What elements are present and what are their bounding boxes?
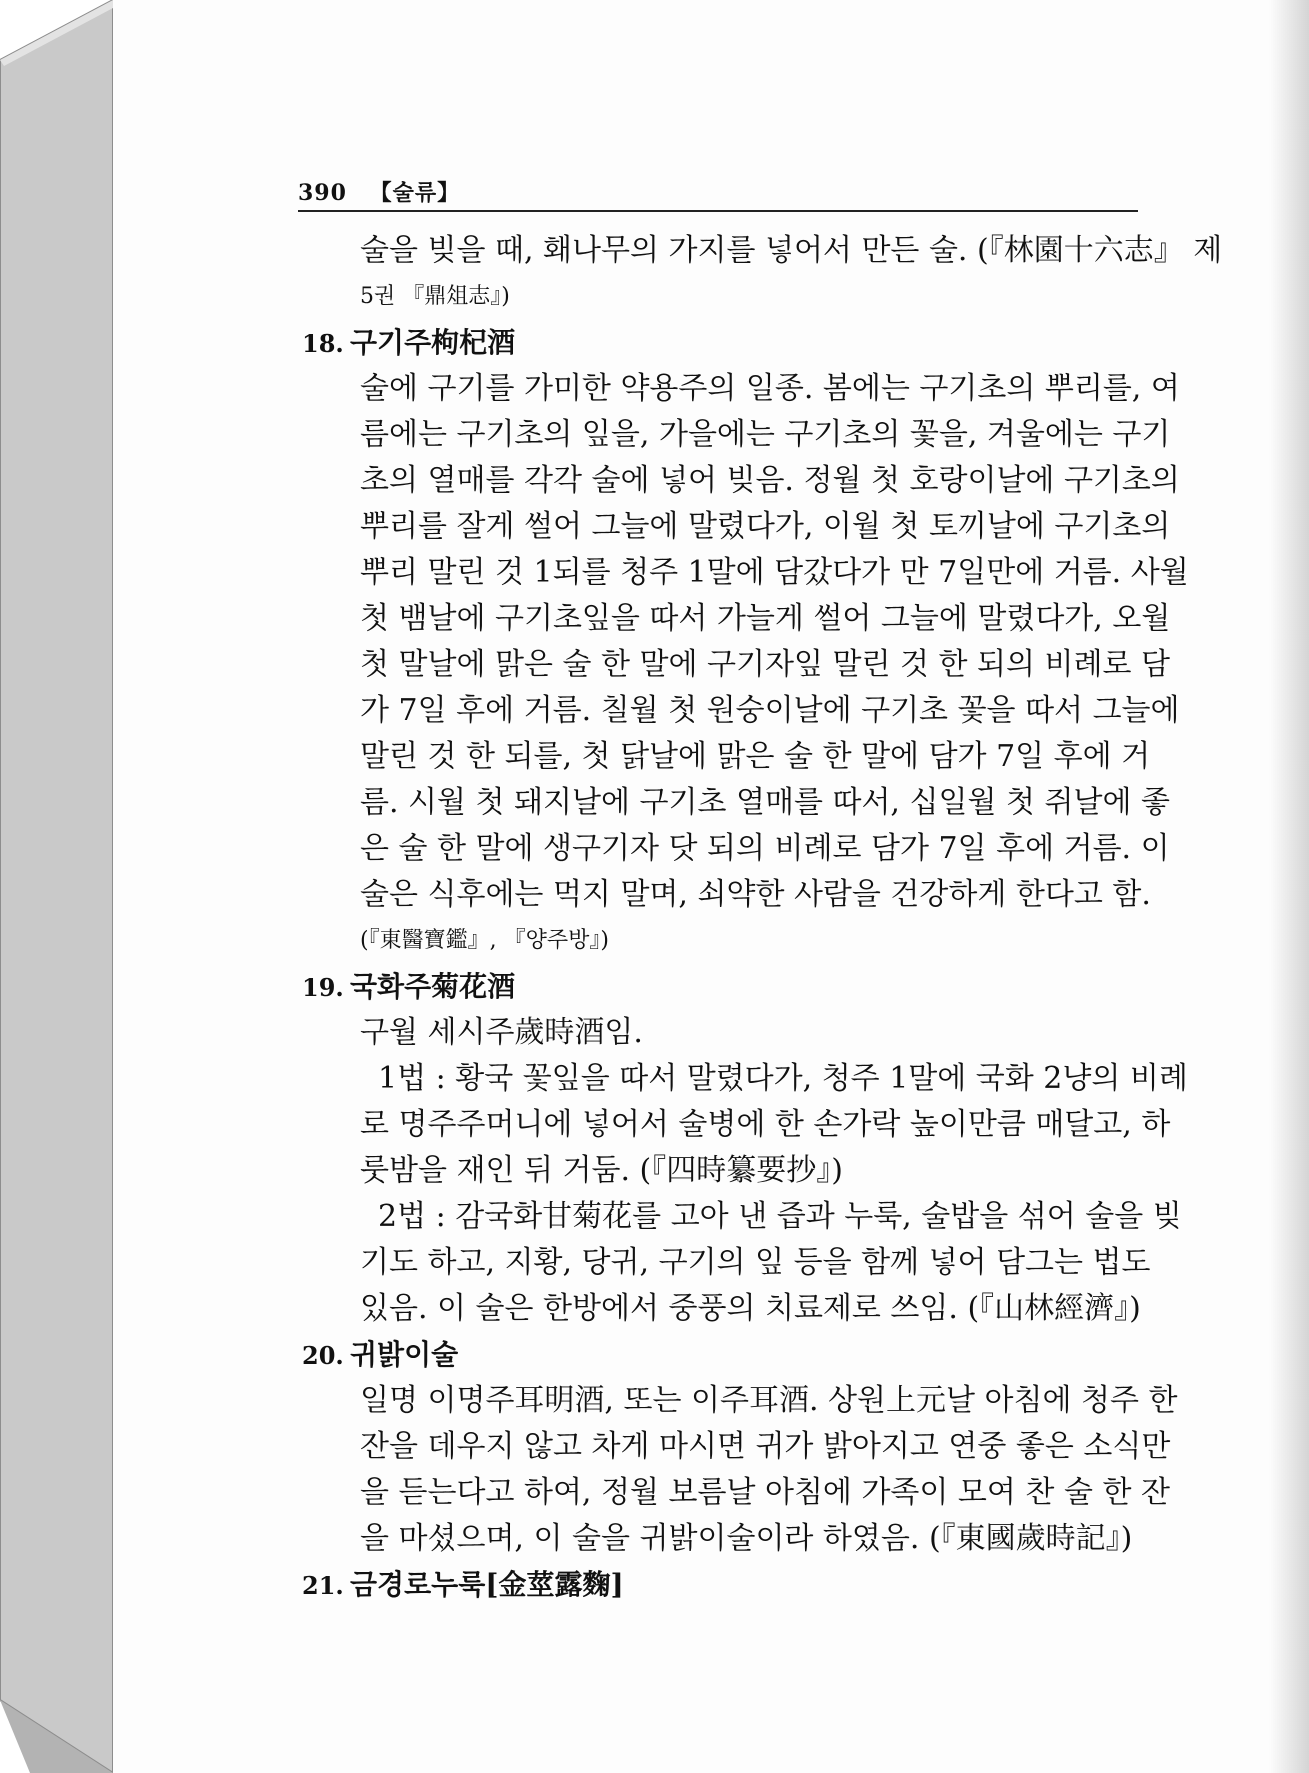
text-line: 름에는 구기초의 잎을, 가을에는 구기초의 꽃을, 겨울에는 구기 [360,417,1171,452]
text-line: 잔을 데우지 않고 차게 마시면 귀가 밝아지고 연중 좋은 소식만 [360,1429,1171,1464]
entry-title: 구기주枸杞酒 [350,326,516,359]
section-title: 【술류】 [369,180,461,206]
entry-title: 귀밝이술 [350,1338,459,1371]
text-line: 말린 것 한 되를, 첫 닭날에 맑은 술 한 말에 담가 7일 후에 거 [360,739,1151,774]
text-line: 술을 빚을 때, 홰나무의 가지를 넣어서 만든 술. (『林園十六志』 제 [360,233,1223,268]
text-line: 을 듣는다고 하여, 정월 보름날 아침에 가족이 모여 찬 술 한 잔 [360,1475,1170,1510]
text-line: 일명 이명주耳明酒, 또는 이주耳酒. 상원上元날 아침에 청주 한 [360,1383,1178,1418]
text-line: 있음. 이 술은 한방에서 중풍의 치료제로 쓰임. (『山林經濟』) [360,1291,1141,1326]
text-line: 은 술 한 말에 생구기자 닷 되의 비례로 담가 7일 후에 거름. 이 [360,831,1170,866]
text-line: 뿌리 말린 것 1되를 청주 1말에 담갔다가 만 7일만에 거름. 사월 [360,555,1189,590]
entry-number: 20. [302,1341,344,1370]
text-line: 1법 : 황국 꽃잎을 따서 말렸다가, 청주 1말에 국화 2냥의 비례 [378,1061,1188,1096]
page-edge-shadow [1269,0,1309,1773]
text-line: 로 명주주머니에 넣어서 술병에 한 손가락 높이만큼 매달고, 하 [360,1107,1171,1142]
text-line: (『東醫寶鑑』, 『양주방』) [360,928,609,953]
entry-number: 19. [302,973,344,1002]
text-line: 뿌리를 잘게 썰어 그늘에 말렸다가, 이월 첫 토끼날에 구기초의 [360,509,1171,544]
text-line: 술은 식후에는 먹지 말며, 쇠약한 사람을 건강하게 한다고 함. [360,877,1151,912]
text-line: 첫 말날에 맑은 술 한 말에 구기자잎 말린 것 한 되의 비례로 담 [360,647,1170,682]
text-line: 룻밤을 재인 뒤 거둠. (『四時纂要抄』) [360,1153,843,1188]
text-line: 기도 하고, 지황, 당귀, 구기의 잎 등을 함께 넣어 담그는 법도 [360,1245,1151,1280]
page-number: 390 [298,180,347,206]
entry-title: 금경로누룩[金莖露麴] [350,1568,624,1601]
entry-number: 18. [302,329,344,358]
entry-heading-19 [302,964,515,1010]
entry-heading-21 [302,1562,624,1608]
text-line: 첫 뱀날에 구기초잎을 따서 가늘게 썰어 그늘에 말렸다가, 오월 [360,601,1171,636]
entry-title: 국화주菊花酒 [350,970,516,1003]
text-line: 을 마셨으며, 이 술을 귀밝이술이라 하였음. (『東國歲時記』) [360,1521,1133,1556]
text-line: 가 7일 후에 거름. 칠월 첫 원숭이날에 구기초 꽃을 따서 그늘에 [360,693,1180,728]
entry-heading-20 [302,1332,458,1378]
text-line: 구월 세시주歲時酒임. [360,1015,643,1050]
text-line: 2법 : 감국화甘菊花를 고아 낸 즙과 누룩, 술밥을 섞어 술을 빚 [378,1199,1182,1234]
entry-heading-18 [302,320,515,366]
running-header [298,176,1138,212]
text-line: 름. 시월 첫 돼지날에 구기초 열매를 따서, 십일월 첫 쥐날에 좋 [360,785,1170,820]
text-line: 5권 『鼎俎志』) [360,284,510,309]
entry-number: 21. [302,1571,344,1600]
text-line: 초의 열매를 각각 술에 넣어 빚음. 정월 첫 호랑이날에 구기초의 [360,463,1180,498]
text-line: 술에 구기를 가미한 약용주의 일종. 봄에는 구기초의 뿌리를, 여 [360,371,1180,406]
